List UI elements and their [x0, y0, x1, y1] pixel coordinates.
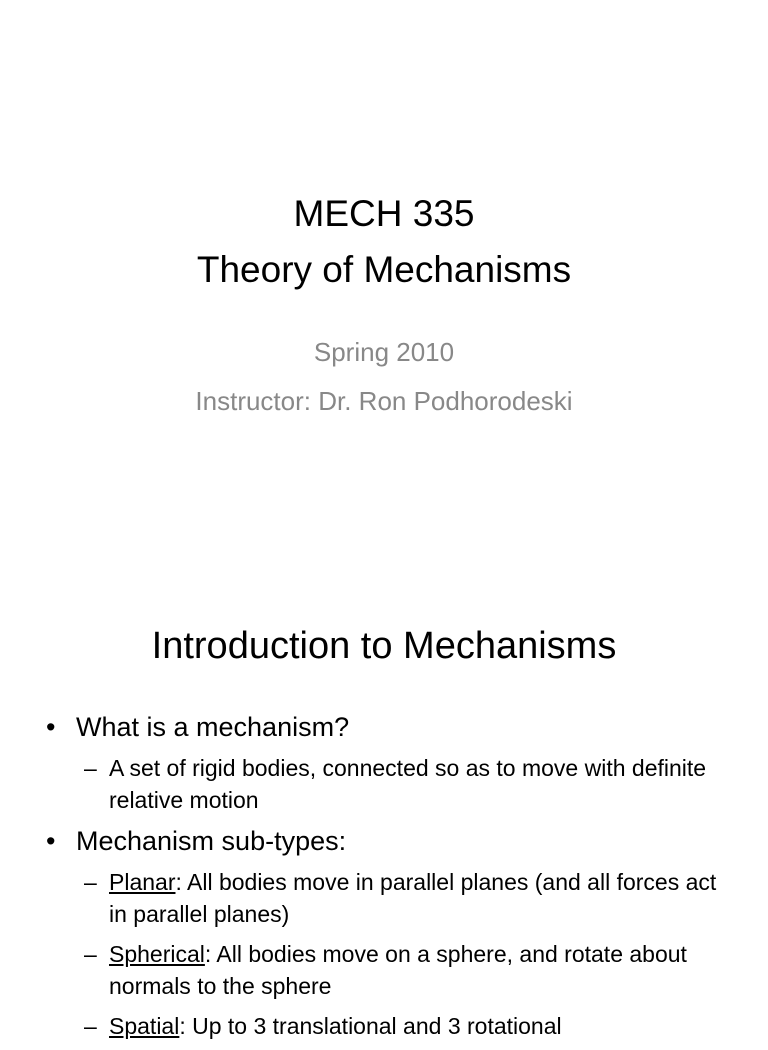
bullet-dot-icon: • [46, 826, 56, 856]
slide-introduction [0, 576, 768, 1039]
slide-heading: Introduction to Mechanisms [151, 625, 617, 667]
bullet-dot-icon: • [46, 712, 56, 742]
dash-icon: – [84, 1013, 97, 1039]
course-name-title: Theory of Mechanisms [196, 249, 572, 290]
dash-icon: – [84, 869, 97, 895]
sub-item-text: : All bodies move on a sphere, and rotate about normals to the sphere [109, 941, 687, 999]
course-code-title: MECH 335 [293, 193, 475, 234]
bullet-item [0, 710, 768, 744]
bullet-text: Mechanism sub-types: [76, 826, 347, 856]
sub-item [0, 1010, 768, 1042]
sub-item-text: : Up to 3 translational and 3 rotational [179, 1013, 562, 1039]
sub-item-term: Planar [109, 869, 176, 895]
dash-icon: – [84, 941, 97, 967]
sub-item-text: A set of rigid bodies, connected so as to move with definite relative motion [109, 755, 707, 813]
sub-item [0, 752, 768, 816]
sub-item [0, 866, 768, 930]
term-subtitle: Spring 2010 [313, 337, 455, 367]
sub-item-term: Spherical [109, 941, 205, 967]
sub-item-term: Spatial [109, 1013, 180, 1039]
bullet-item [0, 824, 768, 858]
sub-item [0, 938, 768, 1002]
dash-icon: – [84, 755, 97, 781]
bullet-text: What is a mechanism? [76, 712, 350, 742]
instructor-subtitle: Instructor: Dr. Ron Podhorodeski [195, 386, 573, 416]
sub-item-text: : All bodies move in parallel planes (and all forces act in parallel planes) [109, 869, 717, 927]
bullet-list [0, 710, 768, 1050]
